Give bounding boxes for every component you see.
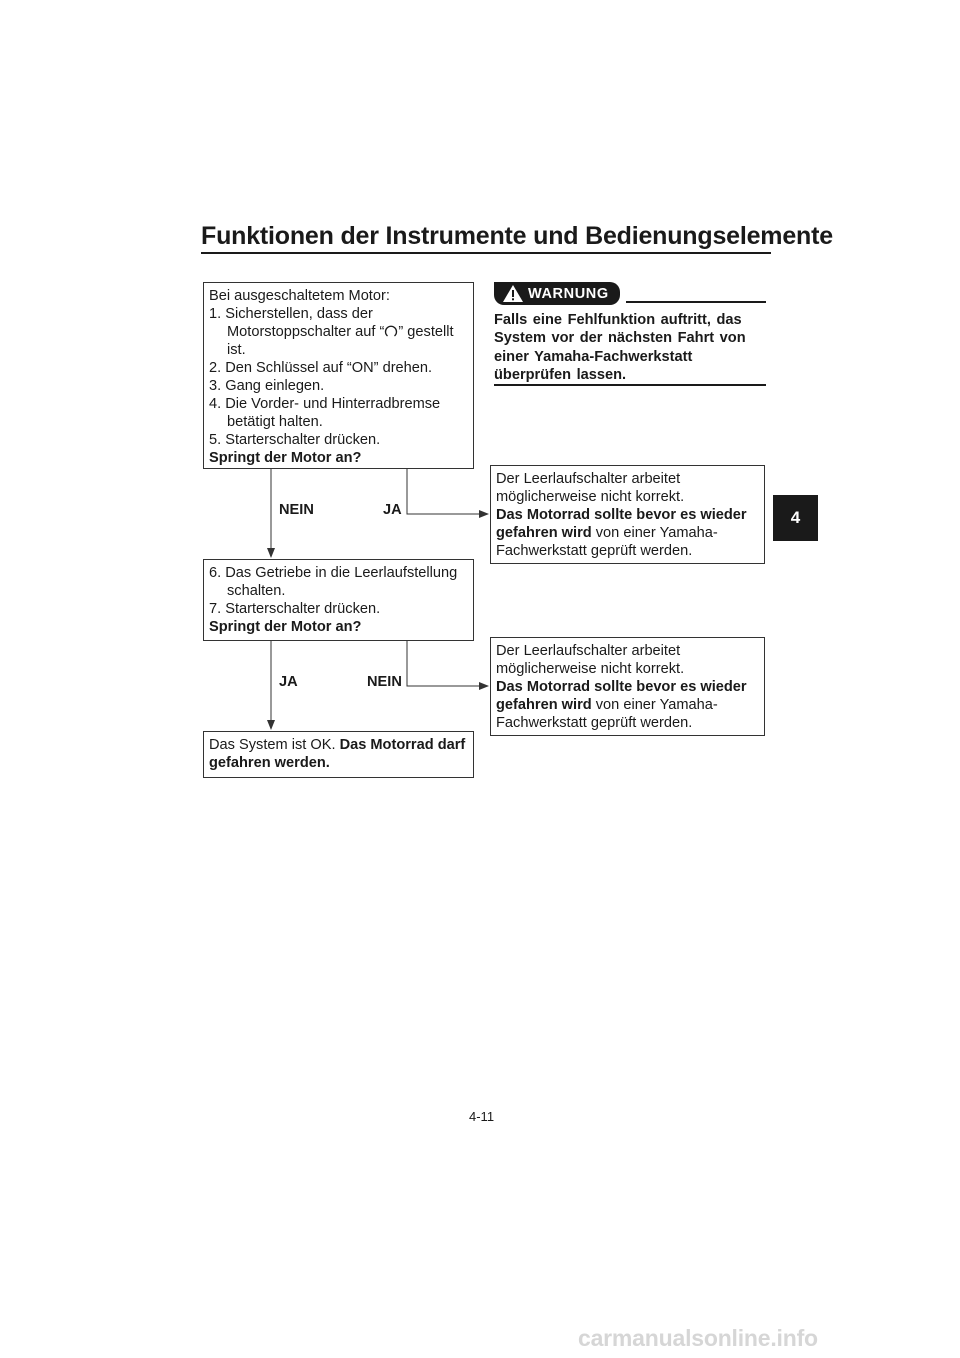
run-position-symbol-icon	[384, 324, 398, 338]
box1-step1-end: ist.	[227, 342, 246, 358]
flow-box-neutral-switch-fault-2	[490, 637, 765, 736]
box1-step2: 2. Den Schlüssel auf “ON” drehen.	[209, 360, 433, 376]
box5-line2: möglicherweise nicht korrekt.	[496, 661, 685, 677]
branch1-yes-label: JA	[383, 502, 402, 518]
box2-question: Springt der Motor an?	[209, 619, 362, 635]
warning-text: Falls eine Fehlfunktion auftritt, das System vor der nächsten Fahrt von einer Yamaha-Fachwerkstatt überprüfen lassen.	[494, 312, 746, 383]
flow-box-neutral-check	[203, 559, 474, 641]
box5-line1: Der Leerlaufschalter arbeitet	[496, 643, 681, 659]
box2-step7: 7. Starterschalter drücken.	[209, 601, 381, 617]
branch2-yes-label: JA	[279, 674, 298, 690]
box4-advice: Das Motorrad sollte bevor es wieder gefahren wird von einer Yamaha-Fachwerkstatt geprüft werden.	[496, 507, 747, 559]
flow-box-system-ok	[203, 731, 474, 778]
box1-step4-cont: betätigt halten.	[227, 414, 323, 430]
box2-step6-cont: schalten.	[227, 583, 286, 599]
watermark: carmanualsonline.info	[578, 1325, 818, 1351]
chapter-tab: 4	[773, 495, 818, 541]
box1-question: Springt der Motor an?	[209, 450, 362, 466]
connector-box1-box4	[407, 469, 488, 514]
page-title: Funktionen der Instrumente und Bedienungselemente	[201, 222, 833, 250]
box5-advice: Das Motorrad sollte bevor es wieder gefahren wird von einer Yamaha-Fachwerkstatt geprüft werden.	[496, 679, 747, 731]
box1-step3: 3. Gang einlegen.	[209, 378, 325, 394]
box1-step4: 4. Die Vorder- und Hinterradbremse	[209, 396, 441, 412]
box1-step5: 5. Starterschalter drücken.	[209, 432, 381, 448]
connector-box2-box5	[407, 641, 488, 686]
box1-step1-cont: Motorstoppschalter auf “ ” gestellt	[227, 324, 454, 340]
branch2-no-label: NEIN	[367, 674, 402, 690]
warning-rule-bottom	[494, 384, 766, 386]
box4-line1: Der Leerlaufschalter arbeitet	[496, 471, 681, 487]
box3-normal: Das System ist OK.	[209, 737, 336, 753]
warning-triangle-icon	[502, 284, 524, 303]
page-number: 4-11	[469, 1109, 495, 1124]
warning-badge	[494, 282, 620, 305]
box1-step1: 1. Sicherstellen, dass der	[209, 306, 373, 322]
warning-rule-top	[626, 301, 766, 303]
box1-intro: Bei ausgeschaltetem Motor:	[209, 288, 390, 304]
flow-box-neutral-switch-fault-1	[490, 465, 765, 564]
box3-bold: Das Motorrad darf gefahren werden.	[209, 737, 466, 771]
flow-box-initial-check	[203, 282, 474, 469]
box2-step6: 6. Das Getriebe in die Leerlaufstellung	[209, 565, 458, 581]
branch1-no-label: NEIN	[279, 502, 314, 518]
box4-line2: möglicherweise nicht korrekt.	[496, 489, 685, 505]
warning-label: WARNUNG	[528, 285, 609, 302]
